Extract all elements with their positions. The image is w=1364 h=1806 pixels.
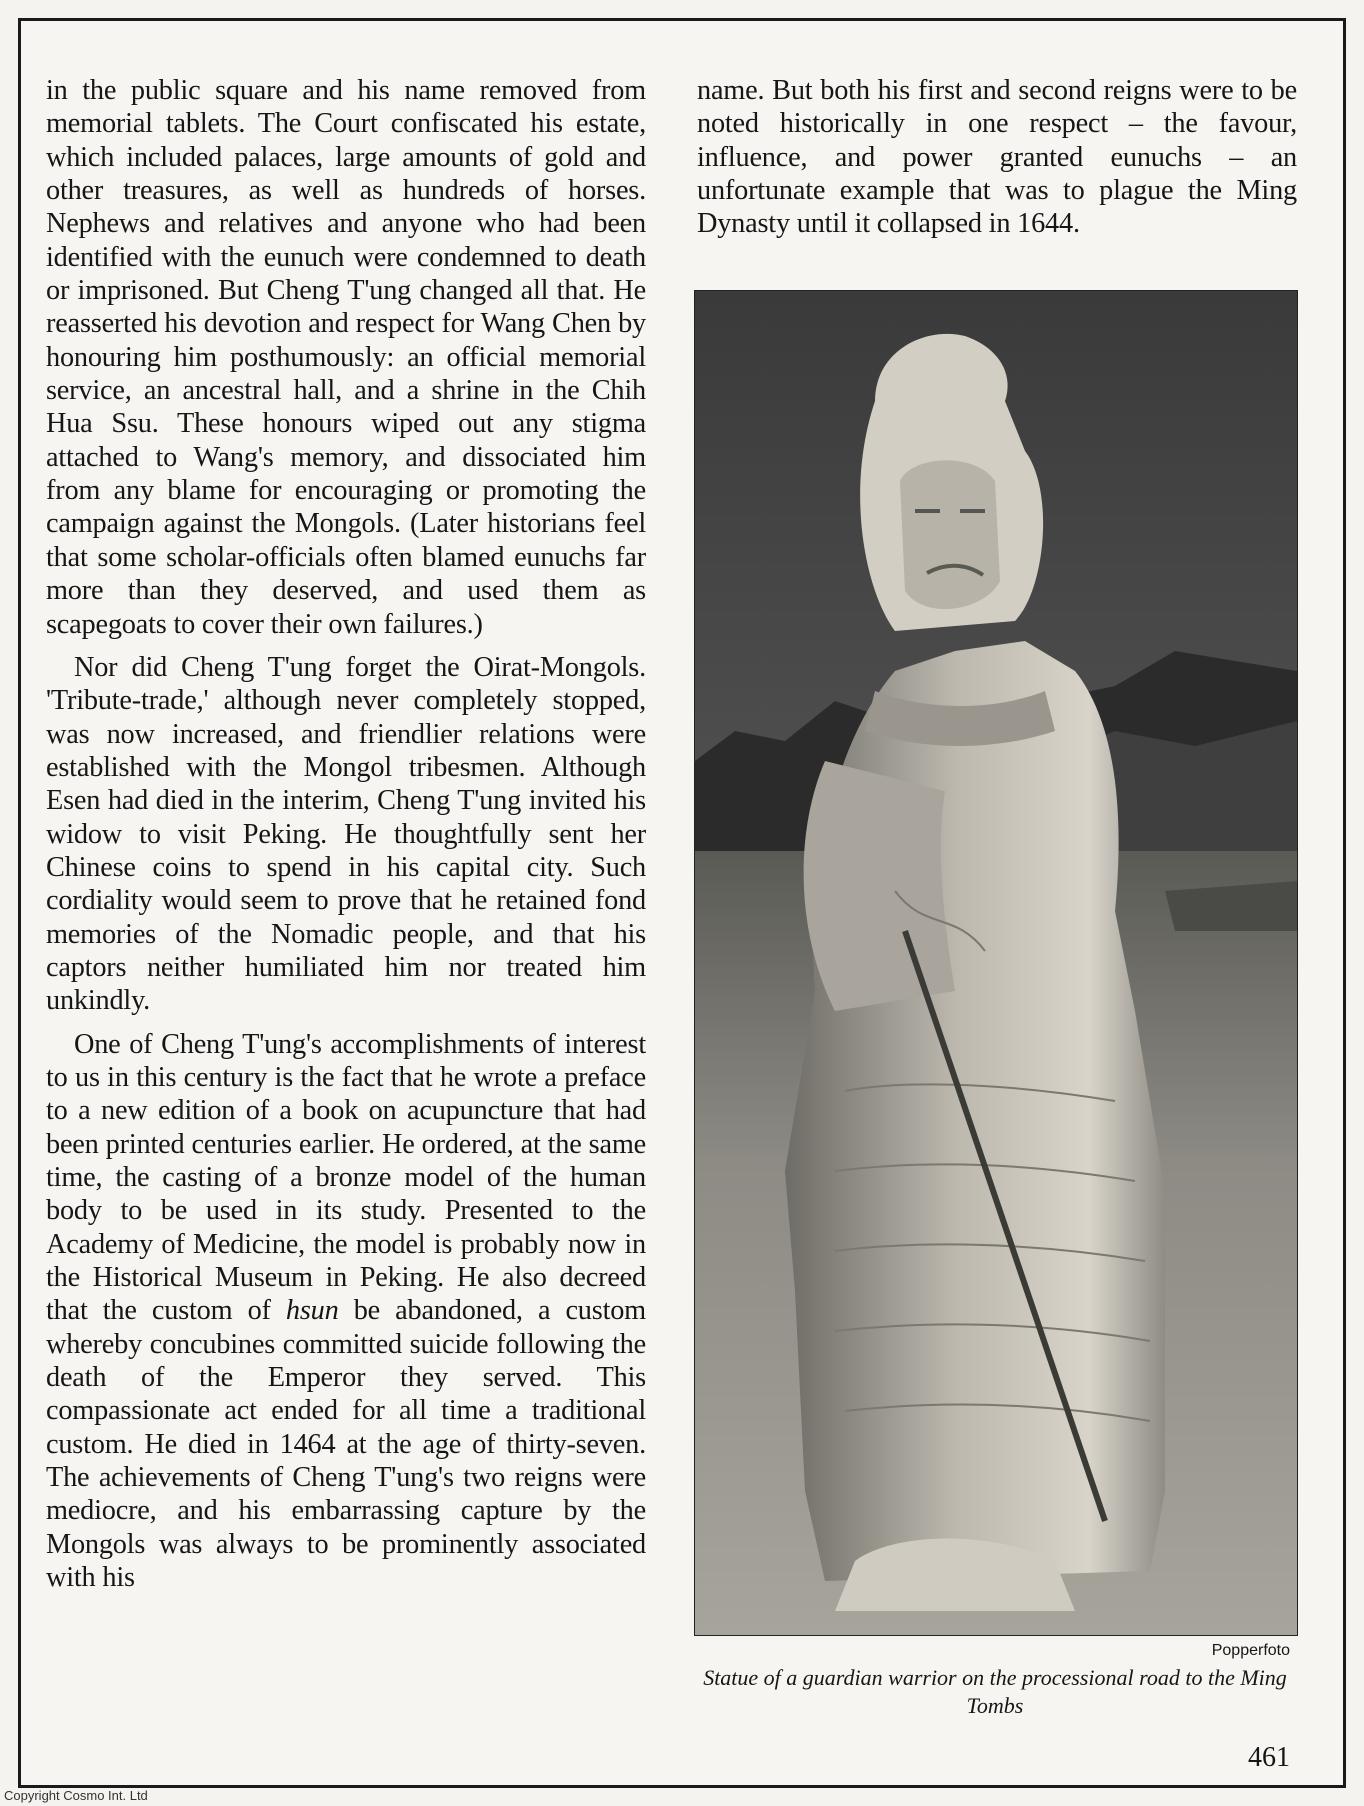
paragraph-3-text-a: One of Cheng T'ung's accomplishments of interest to us in this century is the fact that he wrote a preface to a new edition of a book on acupuncture that had been printed centuries earlier. He ordered, at the same time, the casting of a bronze model of the human body to be used in its study. Presented to the Academy of Medicine, the model is probably now in the Historical Museum in Peking. He also decreed that the custom of — [46, 1028, 646, 1327]
photo-caption: Statue of a guardian warrior on the processional road to the Ming Tombs — [703, 1665, 1287, 1718]
paragraph-1: in the public square and his name removed from memorial tablets. The Court confiscated his estate, which included palaces, large amounts of gold and other treasures, as well as hundreds of horses. Nephews and relatives and anyone who had been identified with the eunuch were condemned to death or imprisoned. But Cheng T'ung changed all that. He reasserted his devotion and respect for Wang Chen by honouring him posthumously: an official memorial service, an ancestral hall, and a shrine in the Chih Hua Ssu. These honours wiped out any stigma attached to Wang's memory, and dissociated him from any blame for encouraging or promoting the campaign against the Mongols. (Later historians feel that some scholar-officials often blamed eunuchs far more than they deserved, and used them as scapegoats to cover their own failures.) — [46, 75, 646, 640]
left-column — [46, 74, 646, 1604]
statue-photo-illustration — [695, 291, 1297, 1635]
photo-credit: Popperfoto — [1211, 1642, 1290, 1659]
guardian-statue-photo — [694, 290, 1298, 1636]
copyright-notice: Copyright Cosmo Int. Ltd — [4, 1788, 148, 1803]
page-number: 461 — [1248, 1742, 1290, 1773]
paragraph-2: Nor did Cheng T'ung forget the Oirat-Mongols. 'Tribute-trade,' although never completely stopped, was now increased, and friendlier relations were established with the Mongol tribesmen. Although Esen had died in the interim, Cheng T'ung invited his widow to visit Peking. He thoughtfully sent her Chinese coins to spend in his capital city. Such cordiality would seem to prove that he retained fond memories of the Nomadic people, and that his captors neither humiliated him nor treated him unkindly. — [46, 651, 646, 1017]
statue-face — [900, 460, 1000, 609]
paragraph-3-text-b: be abandoned, a custom whereby concubines committed suicide following the death of the Emperor they served. This compassionate act ended for all time a traditional custom. He died in 1464 at the age of thirty-seven. The achievements of Cheng T'ung's two reigns were mediocre, and his embarrassing capture by the Mongols was always to be prominently associated with his — [46, 1295, 646, 1594]
right-column — [697, 74, 1297, 241]
statue-arm — [804, 761, 955, 1011]
hsun-term: hsun — [285, 1295, 339, 1327]
paragraph-4: name. But both his first and second reigns were to be noted historically in one respect – the favour, influence, and power granted eunuchs – an unfortunate example that was to plague the Ming Dynasty until it collapsed in 1644. — [697, 75, 1297, 240]
paragraph-3 — [46, 1028, 646, 1595]
